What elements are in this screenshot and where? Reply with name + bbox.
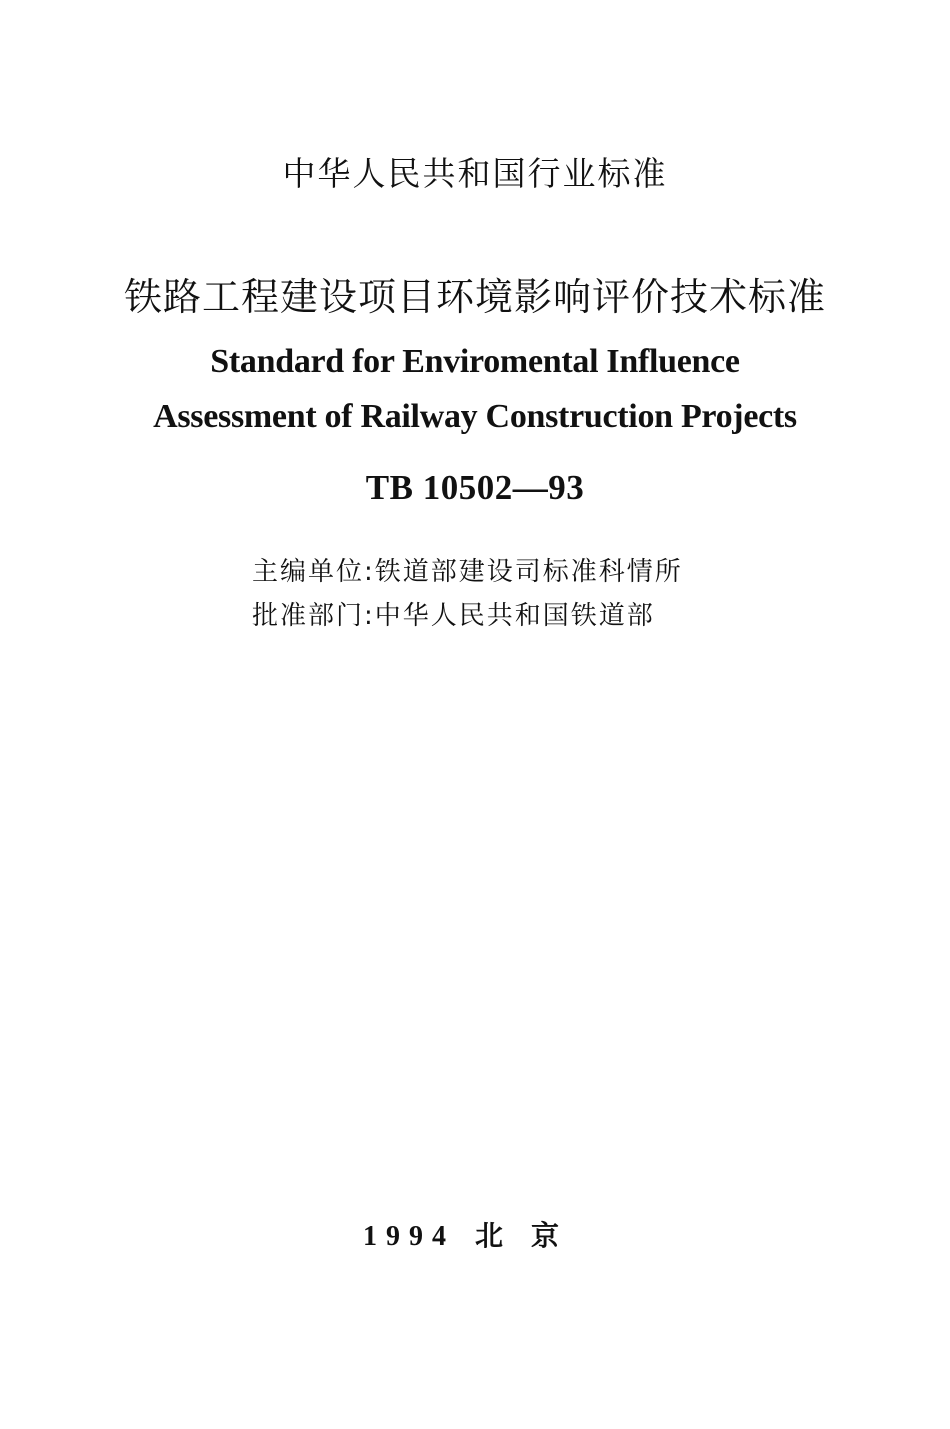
publication-line bbox=[0, 1214, 950, 1254]
editor-value: 铁道部建设司标准科情所 bbox=[374, 557, 683, 587]
standard-code: TB 10502—93 bbox=[365, 468, 585, 507]
chinese-title: 铁路工程建设项目环境影响评价技术标准 bbox=[123, 275, 826, 319]
publication-city: 北京 bbox=[474, 1219, 587, 1252]
english-title-line-1: Standard for Enviromental Influence bbox=[210, 343, 740, 380]
english-title-line-2: Assessment of Railway Construction Projects bbox=[153, 398, 797, 435]
approver-label: 批准部门: bbox=[252, 601, 375, 631]
approver-row bbox=[252, 595, 655, 632]
editor-row bbox=[252, 551, 683, 588]
publication-year: 1994 bbox=[362, 1221, 455, 1252]
series-title: 中华人民共和国行业标准 bbox=[282, 154, 668, 193]
editor-label: 主编单位: bbox=[252, 557, 375, 587]
approver-value: 中华人民共和国铁道部 bbox=[374, 601, 655, 631]
